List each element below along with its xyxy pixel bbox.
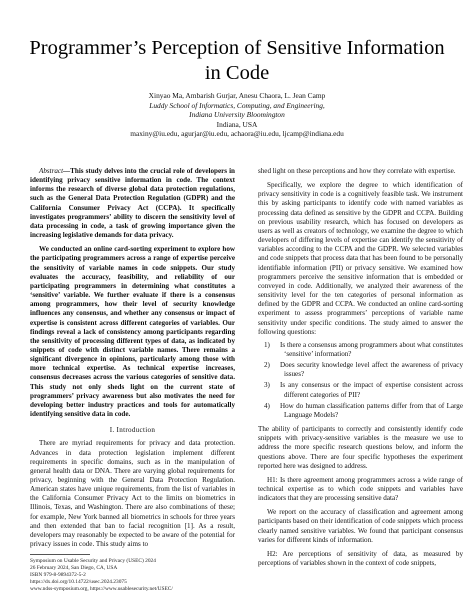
- question-number: 4): [264, 401, 270, 410]
- left-column: [30, 167, 235, 549]
- right-paragraph-2: The ability of participants to correctly and consistently identify code snippets with privacy-sensitive variables is the measure we use to address the more specific research questions below, and inform the questions above. There are four specific hypotheses the experiment reported here was designed to address.: [258, 425, 463, 470]
- question-number: 2): [264, 361, 270, 370]
- abstract-paragraph-1: [30, 167, 235, 240]
- affiliation-line-1: Luddy School of Informatics, Computing, and Engineering,: [149, 100, 325, 110]
- question-text: How do human classification patterns differ from that of Large Language Models?: [280, 401, 463, 419]
- research-questions-list: [258, 341, 463, 420]
- research-question-item: [264, 401, 463, 420]
- footnote-line-2: 26 February 2024, San Diego, CA, USA: [30, 565, 118, 571]
- research-question-item: [264, 381, 463, 399]
- question-text: Is there a consensus among programmers about what constitutes ‘sensitive’ information?: [280, 340, 463, 358]
- question-number: 1): [264, 340, 270, 349]
- footnote-block: [30, 558, 235, 593]
- right-paragraph-1: Specifically, we explore the degree to which identification of privacy sensitivity in code is a cognitively feasible task. We instrument this by asking participants to identify code with named variables as processing data defined as sensitive by the GDPR and CCPA. Building on previous usability research, which has focused on developers as users as well as creators of technology, we examine the degree to which developers of differing levels of expertise can identify the sensitivity of variables according to the CCPA and the GDPR. We selected variables and code snippets that process data that has been found to be personally identifiable information (PII) or privacy sensitive. We examined how programmers perceive the sensitive information that is embedded or conveyed in code. Additionally, we analyzed their awareness of the sensitivity level for the ten categories of personal information as defined by the GDPR and CCPA. We conducted an online card-sorting experiment to assess programmers’ perceptions of variable name sensitivity under specific conditions. The study aimed to answer the following questions:: [258, 181, 463, 336]
- right-paragraph-0: shed light on these perceptions and how they correlate with expertise.: [258, 167, 456, 175]
- footnote-line-5: www.ndss-symposium.org, https://www.usablesecurity.net/USEC/: [30, 586, 173, 592]
- question-text: Does security knowledge level affect the awareness of privacy issues?: [280, 361, 463, 379]
- paper-title: Programmer’s Perception of Sensitive Information in Code: [29, 37, 445, 84]
- affiliation-line-2: Indiana University Bloomington: [189, 110, 285, 120]
- footnote-line-4: https://dx.doi.org/10.14722/usec.2024.23075: [30, 579, 127, 585]
- author-names: Xinyao Ma, Ambarish Gurjar, Anesu Chaora, L. Jean Camp: [148, 91, 326, 100]
- hypothesis-h2: H2: Are perceptions of sensitivity of data, as measured by perceptions of variables shown in the context of code snippets,: [258, 549, 463, 568]
- question-text: Is any consensus or the impact of expertise consistent across different categories of PII?: [280, 381, 463, 399]
- abstract-label: Abstract: [39, 167, 64, 175]
- research-question-item: [264, 340, 463, 359]
- research-question-item: [264, 361, 463, 379]
- author-location: Indiana, USA: [216, 119, 258, 129]
- section-heading-introduction: I. Introduction: [109, 426, 156, 435]
- footnote-rule: [30, 554, 90, 555]
- right-paragraph-4: We report on the accuracy of classification and agreement among participants based on their identification of code snippets which process clearly named sensitive variables. We found that participant consensus varies for different kinds of information.: [258, 508, 463, 544]
- abstract-text-1: —This study delves into the crucial role of developers in identifying privacy sensitive information in code. The context informs the research of diverse global data protection regulations, such as the General Data Protection Regulation (GDPR) and the California Consumer Privacy Act (CCPA). It specifically investigates programmers’ ability to discern the sensitivity level of data processing in code, a task of growing importance given the increasing legislative demands for data privacy.: [30, 167, 235, 240]
- question-number: 3): [264, 381, 270, 390]
- intro-paragraph-1: There are myriad requirements for privacy and data protection. Advances in data protection legislation implement different requirements in specific domains, such as in the manipulation of general health data or DNA. There are varying global requirements for privacy, beginning with the General Data Protection Regulation. American states have unique requirements, from the list of variables in the California Consumer Privacy Act to the limits on biometrics in Illinois, Texas, and Washington. There are also combinations of these; for example, New York banned all biometrics in schools for three years and then extended that ban to facial recognition [1]. As a result, developers may reasonably be expected to be aware of the potential for privacy issues in code. This study aims to: [30, 439, 235, 549]
- footnote-line-3: ISBN 979-8-9894372-5-2: [30, 572, 86, 578]
- author-block: [20, 91, 454, 139]
- hypothesis-h1: H1: Is there agreement among programmers across a wide range of technical expertise as to which code snippets and variables have indicators that they are processing sensitive data?: [258, 475, 463, 503]
- abstract-paragraph-2: We conducted an online card-sorting experiment to explore how the participating programmers across a range of expertise perceive the sensitivity of variable names in code snippets. Our study evaluates the accuracy, feasibility, and reliability of our participating programmers in determining what constitutes a ‘sensitive’ variable. We further evaluate if there is a consensus among programmers, how their level of security knowledge influences any consensus, and whether any consensus or impact of expertise is consistent across different categories of variables. Our findings reveal a lack of consistency among participants regarding the sensitivity of processing different types of data, as indicated by snippets of code with distinct variable names. There remains a significant divergence in opinions, particularly among those with more technical expertise. As technical expertise increases, consensus decreases across the various categories of sensitive data. This study not only sheds light on the current state of programmers’ privacy awareness but also motivates the need for developing better industry practices and tools for automatically identifying sensitive data in code.: [30, 245, 235, 419]
- author-emails: maxiny@iu.edu, agurjar@iu.edu, achaora@iu.edu, ljcamp@indiana.edu: [130, 129, 344, 139]
- right-column: [258, 167, 463, 568]
- footnote-line-1: Symposium on Usable Security and Privacy (USEC) 2024: [30, 558, 156, 564]
